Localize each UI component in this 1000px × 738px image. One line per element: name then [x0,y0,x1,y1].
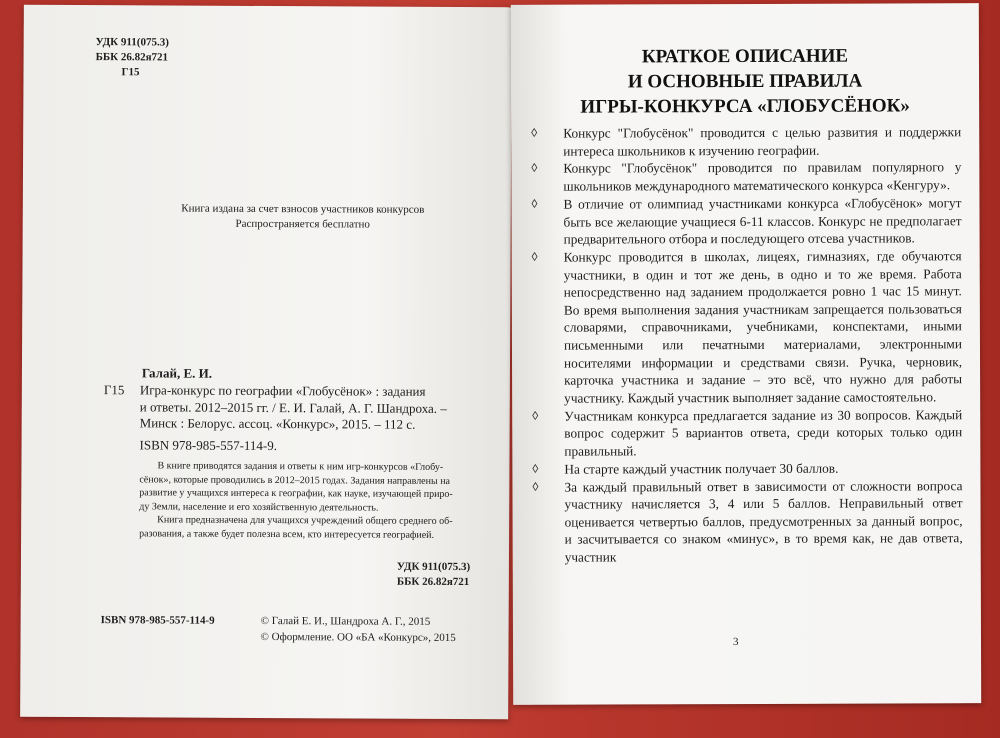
diamond-bullet-icon: ◊ [532,408,539,423]
rules-list [531,123,963,566]
bbk-code-2: ББК 26.82я721 [396,575,470,589]
diamond-bullet-icon: ◊ [532,461,539,476]
annotation-line: сёнок», которые проводились в 2012–2015 годах. Задания направлены на [139,473,451,487]
copyright-authors: © Галай Е. И., Шандроха А. Г., 2015 [260,614,431,628]
diamond-bullet-icon: ◊ [531,249,538,264]
isbn-line: ISBN 978-985-557-114-9. [139,437,278,454]
title-line: И ОСНОВНЫЕ ПРАВИЛА [627,70,863,93]
isbn-bottom: ISBN 978-985-557-114-9 [100,614,215,627]
rule-text: Участникам конкурса предлагается задание из 30 вопросов. Каждый вопрос содержит 5 вариантов ответа, среди которых только один правильный. [564,406,963,459]
annotation-line: ду Земли, население и его хозяйственную деятельность. [139,500,379,514]
rule-text: В отличие от олимпиад участниками конкурса «Глобусёнок» могут быть все желающие учащиеся 6-11 классов. Конкурс не предполагает предварительного отбора и последующего отсева участников. [563,195,962,247]
bbk-code: ББК 26.82я721 [95,51,169,64]
rule-item [531,159,961,196]
rule-item [531,194,961,248]
page-number: 3 [732,636,739,649]
title-line: ИГРЫ-КОНКУРСА «ГЛОБУСЁНОК» [580,95,910,118]
diamond-bullet-icon: ◊ [531,161,538,176]
catalog-code-2: Г15 [103,382,125,398]
udk-code-2: УДК 911(075.3) [396,560,471,574]
udk-code: УДК 911(075.3) [95,36,169,49]
rule-text: Конкурс "Глобусёнок" проводится с целью развития и поддержки интереса школьников к изучению географии. [563,124,962,159]
rule-item [532,406,962,460]
rule-text: На старте каждый участник получает 30 баллов. [564,460,839,477]
rule-item [532,477,962,566]
rule-item [532,247,963,407]
rule-text: Конкурс "Глобусёнок" проводится по правилам популярного у школьников международного математического конкурса «Кенгуру». [563,159,962,194]
diamond-bullet-icon: ◊ [531,196,538,211]
annotation-line: В книге приводятся задания и ответы к ним игр-конкурсов «Глобу- [157,460,444,473]
title-line: КРАТКОЕ ОПИСАНИЕ [641,45,849,68]
notice-line-2: Распространяется бесплатно [235,217,370,231]
annotation-line: разования, а также будет полезна всем, кто интересуется географией. [139,527,435,541]
notice-line-1: Книга издана за счет взносов участников конкурсов [181,202,425,216]
rule-text: Конкурс проводится в школах, лицеях, гимназиях, где обучаются участники, в один и тот же день, в одно и то же время. Работа непосредственно над заданием продолжается ровно 1 час 15 минут. Во время выполнения задания участникам запрещается пользоваться словарями, справочниками, учебниками, конспектами, иными письменными или печатными материалами, электронными носителями информации и средствами связи. Ручка, черновик, карточка участника и задание – это всё, что нужно для работы участнику. Каждый участник выполняет задание самостоятельно. [563,248,963,406]
left-page [20,5,512,720]
bib-line: Игра-конкурс по географии «Глобусёнок» : задания [139,382,426,399]
annotation-line: Книга предназначена для учащихся учреждений общего среднего об- [157,514,453,527]
bib-line: Минск : Белорус. ассоц. «Конкурс», 2015. – 112 с. [139,415,416,432]
rule-text: За каждый правильный ответ в зависимости от сложности вопроса участнику начисляется 3, 4 или 5 баллов. Неправильный ответ оценивается четвертью баллов, предусмотренных за данный вопрос, и засчитывается со знаком «минус», в то время как, не дав ответа, участник [564,477,963,565]
annotation-line: развитие у учащихся интереса к географии, как науке, изучающей приро- [139,487,453,500]
bib-line: и ответы. 2012–2015 гг. / Е. И. Галай, А. Г. Шандроха. – [139,398,447,416]
rule-item [531,123,961,160]
catalog-code: Г15 [121,66,140,79]
annotation [139,459,494,542]
right-page [511,3,981,705]
diamond-bullet-icon: ◊ [531,125,538,140]
section-title [511,43,979,120]
bibliographic-entry [140,382,490,433]
copyright-design: © Оформление. ОО «БА «Конкурс», 2015 [260,630,456,644]
rule-item [532,459,962,478]
diamond-bullet-icon: ◊ [532,479,539,494]
author: Галай, Е. И. [141,365,213,381]
